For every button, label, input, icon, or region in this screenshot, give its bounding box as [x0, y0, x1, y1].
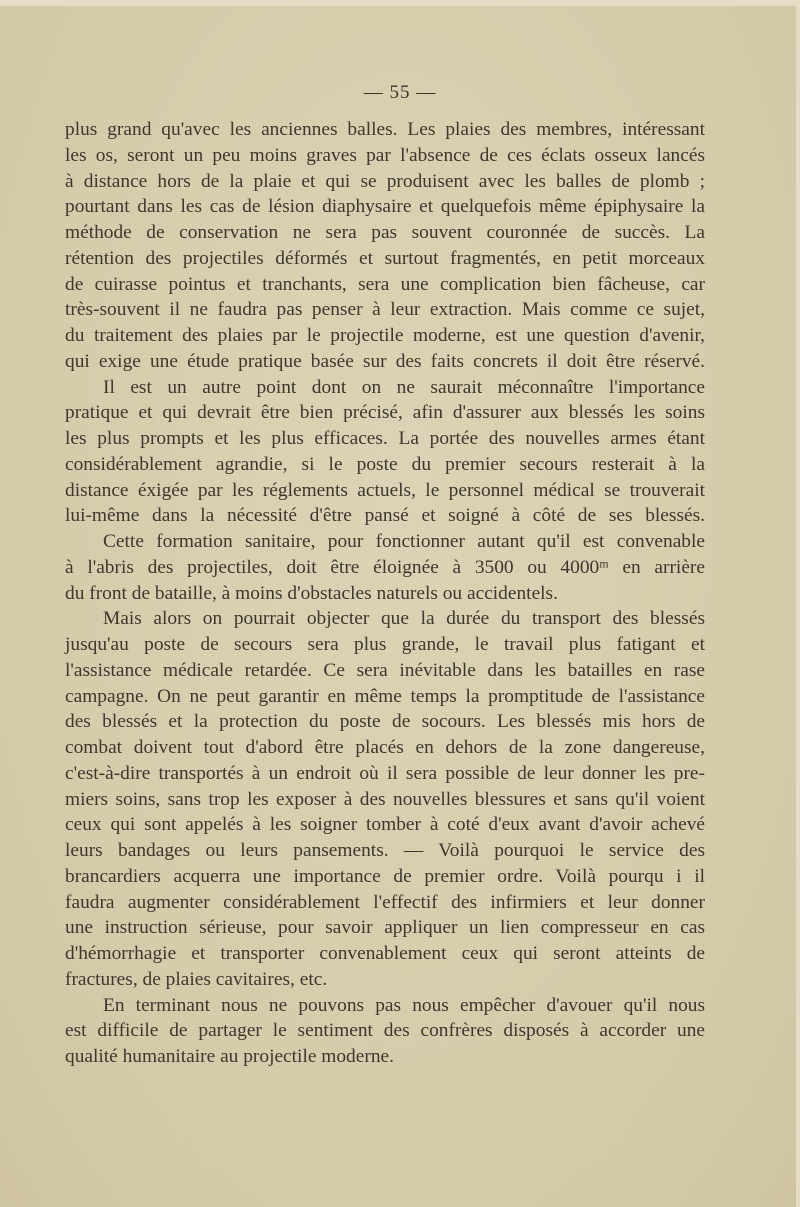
text-line: distance éxigée par les réglements actuels, le personnel médical se trouverait [65, 479, 705, 501]
paragraph [65, 606, 705, 992]
text-line: de cuirasse pointus et tranchants, sera une complication bien fâcheuse, car [65, 273, 705, 295]
text-line: fractures, de plaies cavitaires, etc. [65, 968, 328, 990]
text-line: d'hémorrhagie et transporter convenablement ceux qui seront atteints de [65, 943, 705, 964]
text-line: du traitement des plaies par le projectile moderne, est une question d'avenir, [65, 325, 705, 346]
text-line: qui exige une étude pratique basée sur des faits concrets il doit être réservé. [65, 350, 705, 372]
text-line: très-souvent il ne faudra pas penser à leur extraction. Mais comme ce sujet, [65, 299, 705, 321]
text-line: jusqu'au poste de secours sera plus grande, le travail plus fatigant et [65, 634, 705, 655]
text-line: une instruction sérieuse, pour savoir appliquer un lien compresseur en cas [65, 917, 705, 939]
text-line: c'est-à-dire transportés à un endroit où il sera possible de leur donner les pre- [65, 762, 705, 784]
text-line: méthode de conservation ne sera pas souvent couronnée de succès. La [65, 222, 705, 243]
text-line: leurs bandages ou leurs pansements. — Voilà pourquoi le service des [65, 840, 705, 861]
text-line: miers soins, sans trop les exposer à des nouvelles blessures et sans qu'il voient [65, 788, 705, 810]
text-line: qualité humanitaire au projectile moderne. [65, 1046, 394, 1067]
text-line: campagne. On ne peut garantir en même temps la promptitude de l'assistance [65, 685, 705, 707]
text-line: à l'abris des projectiles, doit être éloignée à 3500 ou 4000ᵐ en arrière [65, 556, 705, 578]
page-edge-right [796, 0, 800, 1207]
paragraph [65, 117, 705, 375]
text-line: pratique et qui devrait être bien précisé, afin d'assurer aux blessés les soins [65, 402, 705, 424]
page-number: — 55 — [363, 82, 437, 103]
text-line: à distance hors de la plaie et qui se produisent avec les balles de plomb ; [65, 170, 705, 192]
text-line: En terminant nous ne pouvons pas nous empêcher d'avouer qu'il nous [103, 994, 705, 1016]
text-line: considérablement agrandie, si le poste du premier secours resterait à la [65, 453, 705, 475]
text-line: l'assistance médicale retardée. Ce sera inévitable dans les batailles en rase [65, 659, 705, 681]
text-line: Mais alors on pourrait objecter que la durée du transport des blessés [103, 608, 705, 630]
text-line: brancardiers acquerra une importance de premier ordre. Voilà pourqu i il [65, 865, 705, 887]
paragraph [65, 529, 705, 606]
text-line: pourtant dans les cas de lésion diaphysaire et quelquefois même épiphysaire la [65, 196, 705, 218]
text-line: combat doivent tout d'abord être placés en dehors de la zone dangereuse, [65, 737, 705, 758]
paragraph [65, 993, 705, 1070]
text-line: ceux qui sont appelés à les soigner tomber à coté d'eux avant d'avoir achevé [65, 814, 705, 836]
paragraph [65, 375, 705, 530]
text-line: Cette formation sanitaire, pour fonctionner autant qu'il est convenable [103, 531, 705, 552]
text-line: les os, seront un peu moins graves par l'absence de ces éclats osseux lancés [65, 144, 705, 166]
text-line: plus grand qu'avec les anciennes balles. Les plaies des membres, intéressant [65, 119, 705, 140]
text-line: faudra augmenter considérablement l'effectif des infirmiers et leur donner [65, 891, 705, 913]
text-line: lui-même dans la nécessité d'être pansé et soigné à côté de ses blessés. [65, 505, 705, 527]
text-line: du front de bataille, à moins d'obstacles naturels ou accidentels. [65, 582, 558, 604]
text-line: rétention des projectiles déformés et surtout fragmentés, en petit morceaux [65, 247, 705, 269]
text-line: les plus prompts et les plus efficaces. La portée des nouvelles armes étant [65, 428, 705, 449]
text-line: Il est un autre point dont on ne saurait méconnaître l'importance [103, 376, 705, 398]
page-edge-top [0, 0, 800, 6]
body-text [65, 117, 705, 1070]
text-line: est difficile de partager le sentiment des confrères disposés à accorder une [65, 1020, 705, 1042]
text-line: des blessés et la protection du poste de socours. Les blessés mis hors de [65, 711, 705, 733]
